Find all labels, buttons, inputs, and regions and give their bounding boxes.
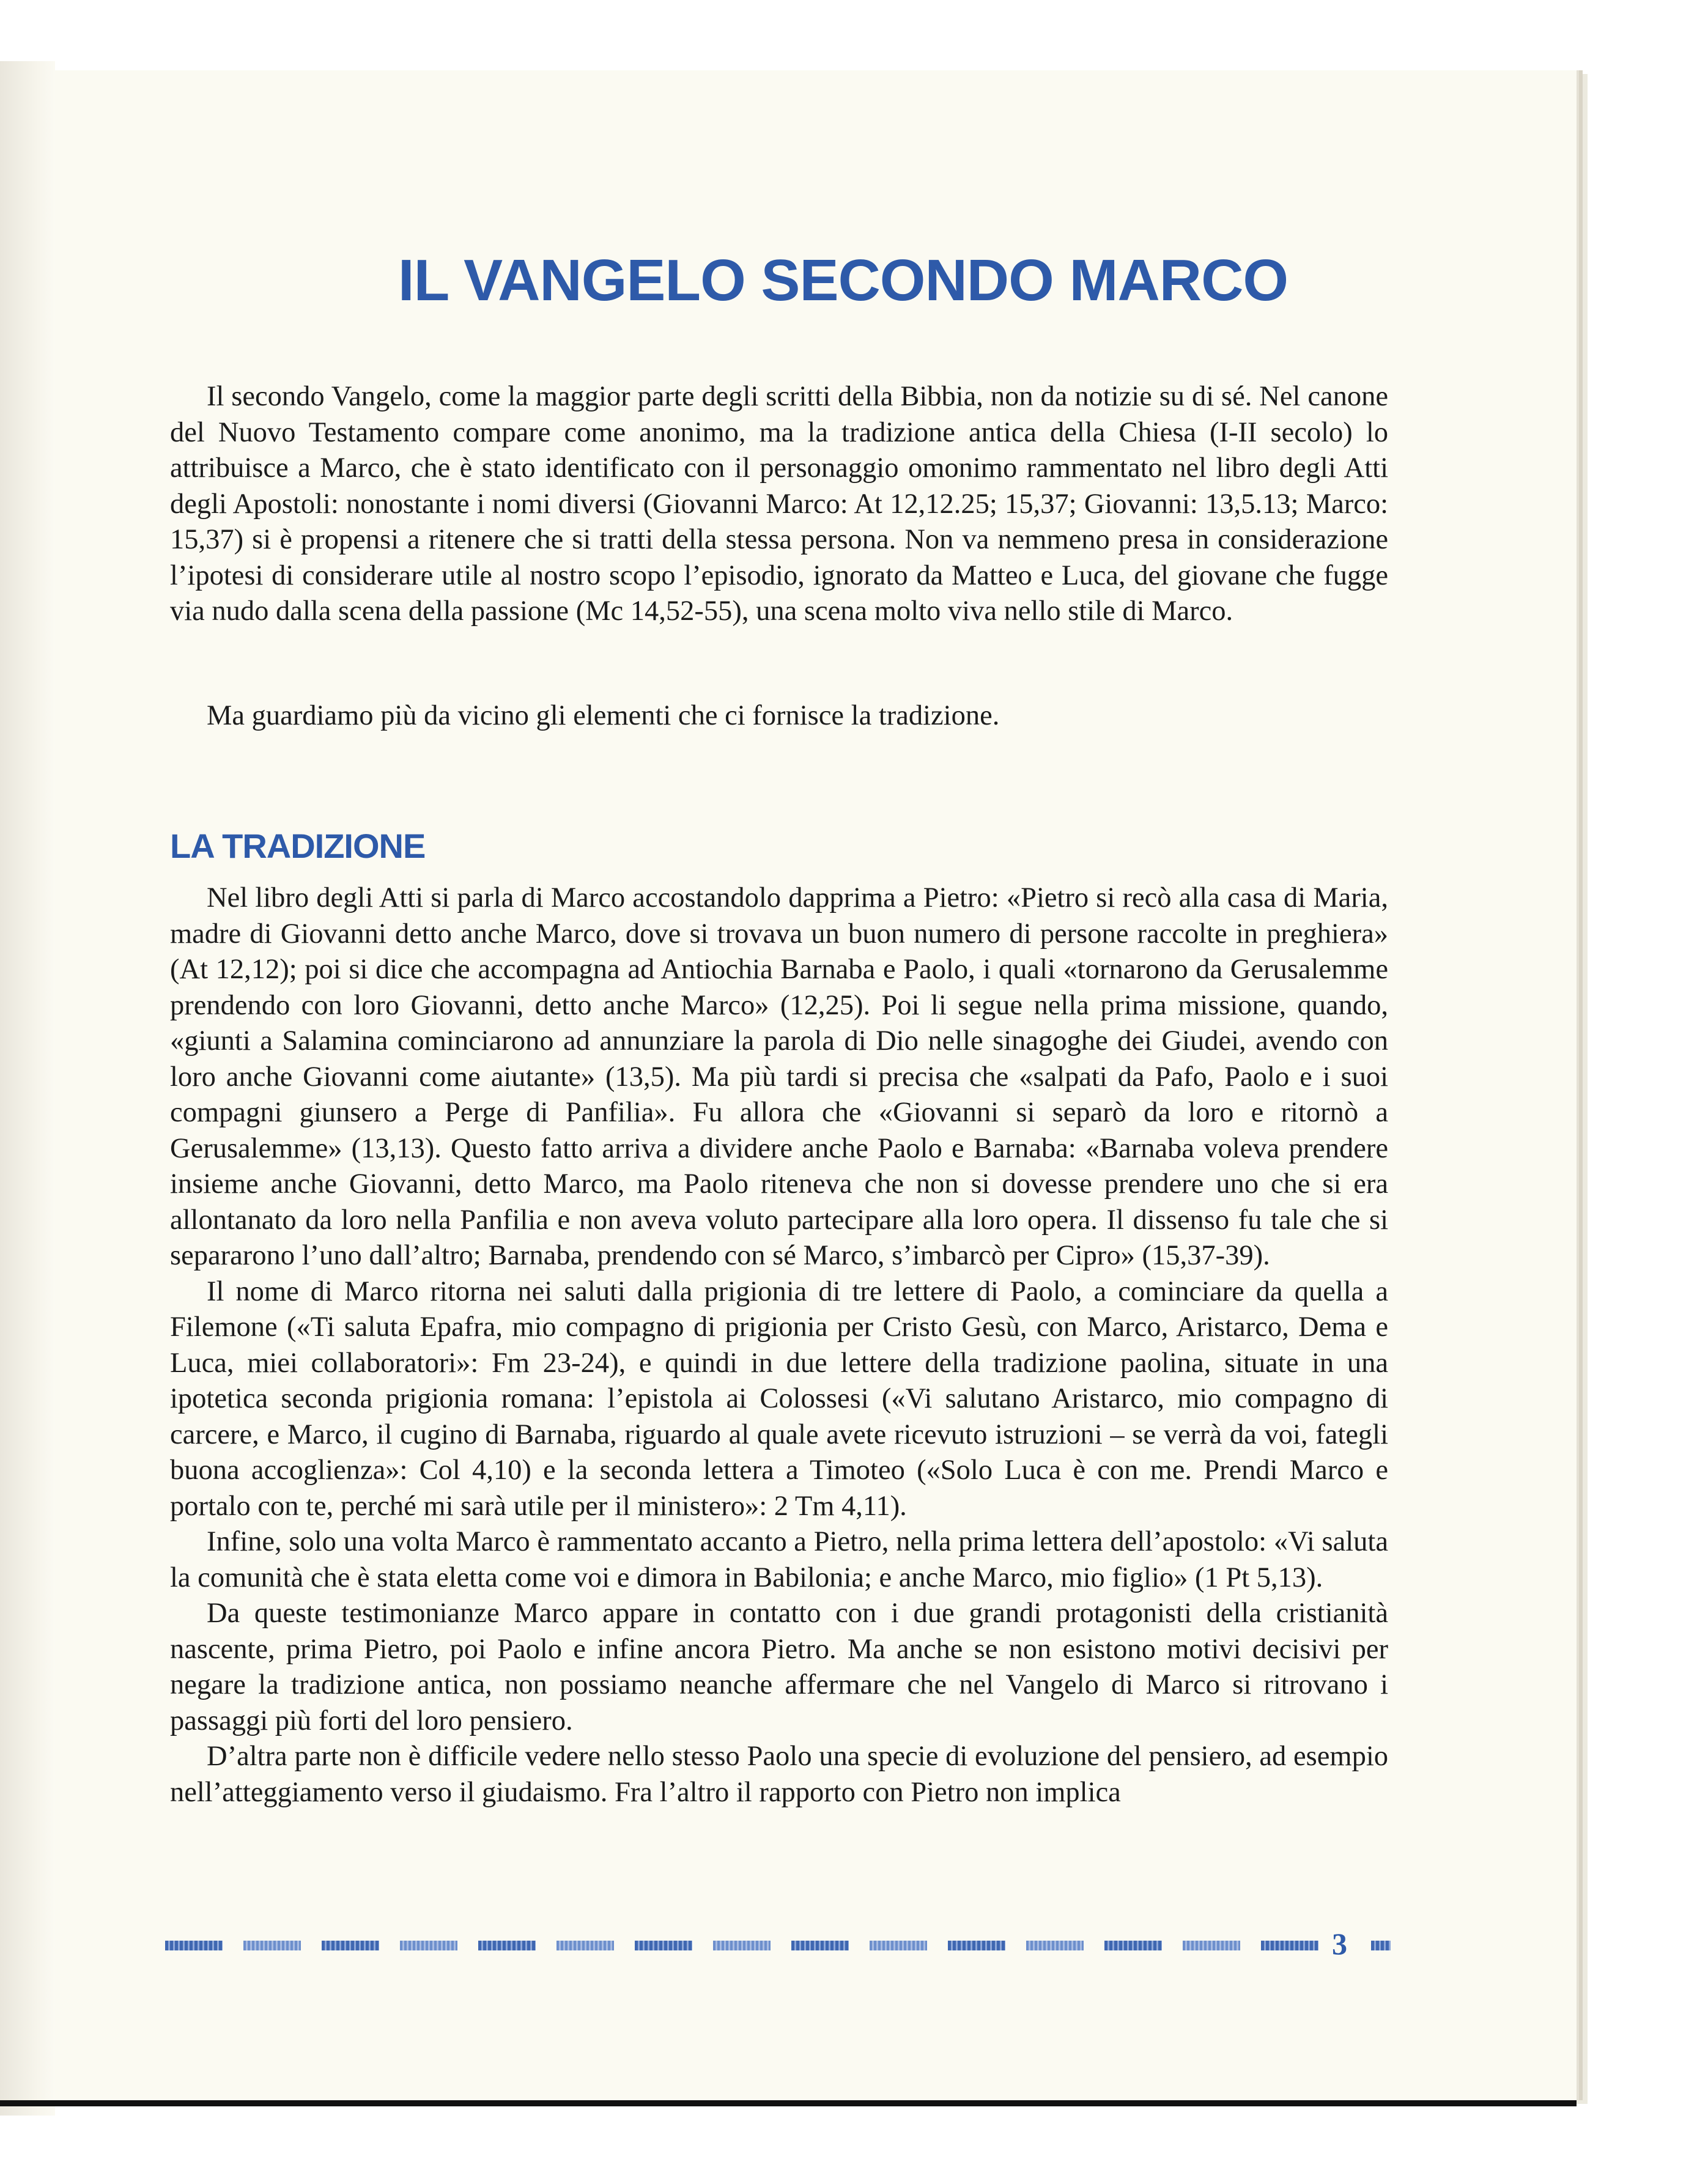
footer-segment <box>556 1941 614 1950</box>
chapter-title: IL VANGELO SECONDO MARCO <box>397 248 1289 314</box>
footer-decorative-bar <box>165 1939 1388 1952</box>
footer-tail-segment <box>1371 1941 1391 1950</box>
footer-segment <box>948 1941 1005 1950</box>
footer-segment <box>1183 1941 1240 1950</box>
paragraph-testimonianze: Da queste testimonianze Marco appare in contatto con i due grandi protagonisti della cristianità nascente, prima Pietro, poi Paolo e infine ancora Pietro. Ma anche se non esistono motivi decisivi per negare la tradizione antica, non possiamo neanche affermare che nel Vangelo di Marco si ritrovano i passaggi più forti del loro pensiero. <box>170 1598 1388 1736</box>
paragraph-lettere-paolo: Il nome di Marco ritorna nei saluti dalla prigionia di tre lettere di Paolo, a cominciare da quella a Filemone («Ti saluta Epafra, mio compagno di prigionia per Cristo Gesù, con Marco, Aristarco, Dema e Luca, miei collaboratori»: Fm 23-24), e quindi in due lettere della tradizione paolina, situate in una ipotetica seconda prigionia romana: l’epistola ai Colossesi («Vi salutano Aristarco, mio compagno di carcere, e Marco, il cugino di Barnaba, riguardo al quale avete ricevuto istruzioni – se verrà da voi, fategli buona accoglienza»: Col 4,10) e la seconda lettera a Timoteo («Solo Luca è con me. Prendi Marco e portalo con te, perché mi sarà utile per il ministero»: 2 Tm 4,11). <box>170 1275 1388 1522</box>
footer-segment <box>713 1941 771 1950</box>
footer-segment <box>1104 1941 1162 1950</box>
footer-segment <box>400 1941 457 1950</box>
page-bottom-edge <box>0 2100 1577 2106</box>
body-text <box>170 880 1388 1810</box>
intro-paragraph-1 <box>170 379 1388 630</box>
footer-segment <box>791 1941 849 1950</box>
page-number: 3 <box>1332 1927 1347 1961</box>
section-heading: LA TRADIZIONE <box>170 827 426 866</box>
footer-segment <box>1026 1941 1084 1950</box>
footer-segment <box>243 1941 301 1950</box>
footer-segment <box>635 1941 692 1950</box>
book-spine-shadow <box>0 61 55 2116</box>
footer-segment <box>1261 1941 1318 1950</box>
paragraph-pietro: Infine, solo una volta Marco è rammentato accanto a Pietro, nella prima lettera dell’apostolo: «Vi saluta la comunità che è stata eletta come voi e dimora in Babilonia; e anche Marco, mio figlio» (1 Pt 5,13). <box>170 1526 1388 1593</box>
paragraph-atti: Nel libro degli Atti si parla di Marco accostandolo dapprima a Pietro: «Pietro si recò alla casa di Maria, madre di Giovanni detto anche Marco, dove si trovava un buon numero di persone raccolte in preghiera» (At 12,12); poi si dice che accompagna ad Antiochia Barnaba e Paolo, i quali «tornarono da Gerusalemme prendendo con loro Giovanni, detto anche Marco» (12,25). Poi li segue nella prima missione, quando, «giunti a Salamina cominciarono ad annunziare la parola di Dio nelle sinagoghe dei Giudei, avendo con loro anche Giovanni come aiutante» (13,5). Ma più tardi si precisa che «salpati da Pafo, Paolo e i suoi compagni giunsero a Perge di Panfilia». Fu allora che «Giovanni si separò da loro e ritornò a Gerusalemme» (13,13). Questo fatto arriva a dividere anche Paolo e Barnaba: «Barnaba voleva prendere insieme anche Giovanni, detto Marco, ma Paolo riteneva che non si dovesse prendere uno che si era allontanato da loro nella Panfilia e non aveva voluto partecipare alla loro opera. Il dissenso fu tale che si separarono l’uno dall’altro; Barnaba, prendendo con sé Marco, s’imbarcò per Cipro» (15,37-39). <box>170 882 1388 1271</box>
intro-text-2: Ma guardiamo più da vicino gli elementi che ci fornisce la tradizione. <box>207 700 1000 731</box>
paragraph-evoluzione: D’altra parte non è difficile vedere nello stesso Paolo una specie di evoluzione del pensiero, ad esempio nell’atteggiamento verso il giudaismo. Fra l’altro il rapporto con Pietro non implica <box>170 1741 1388 1808</box>
intro-paragraph-2 <box>170 698 1388 734</box>
footer-segment <box>478 1941 536 1950</box>
footer-segment <box>165 1941 223 1950</box>
footer-segment <box>870 1941 927 1950</box>
intro-text-1: Il secondo Vangelo, come la maggior parte degli scritti della Bibbia, non da notizie su di sé. Nel canone del Nuovo Testamento compare come anonimo, ma la tradizione antica della Chiesa (I-II secolo) lo attribuisce a Marco, che è stato identificato con il personaggio omonimo rammentato nel libro degli Atti degli Apostoli: nonostante i nomi diversi (Giovanni Marco: At 12,12.25; 15,37; Giovanni: 13,5.13; Marco: 15,37) si è propensi a ritenere che si tratti della stessa persona. Non va nemmeno presa in considerazione l’ipotesi di considerare utile al nostro scopo l’episodio, ignorato da Matteo e Luca, del giovane che fugge via nudo dalla scena della passione (Mc 14,52-55), una scena molto viva nello stile di Marco. <box>170 381 1388 627</box>
footer-segment <box>322 1941 379 1950</box>
